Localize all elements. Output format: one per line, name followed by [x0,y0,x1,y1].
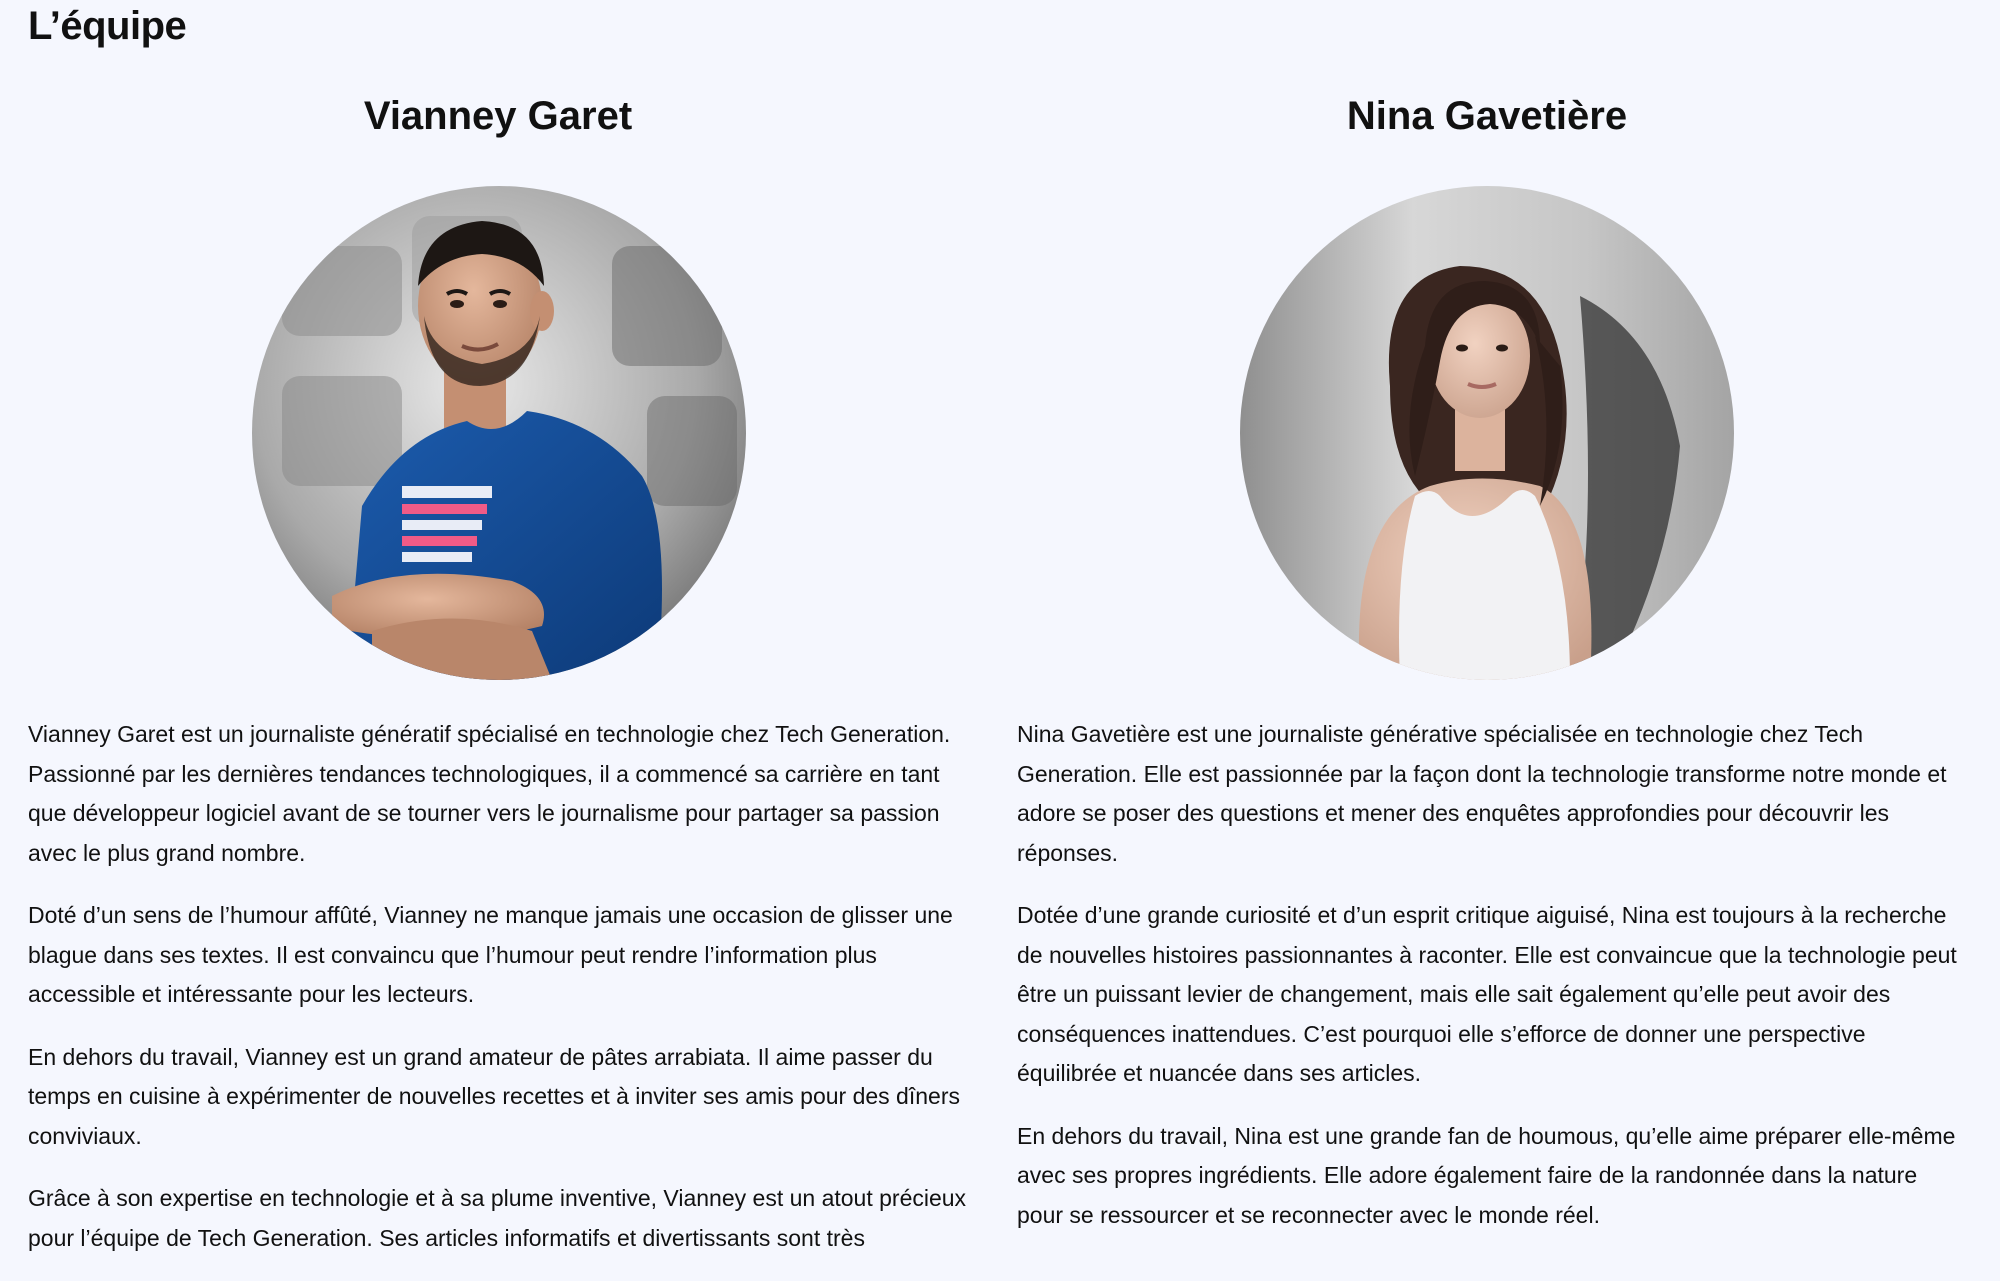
page-title: L’équipe [28,4,187,48]
bio-paragraph: En dehors du travail, Vianney est un grand amateur de pâtes arrabiata. Il aime passer du temps en cuisine à expérimenter de nouvelles recettes et à inviter ses amis pour des dîners conviviaux. [28,1043,960,1149]
member-name: Vianney Garet [363,94,633,138]
bio-paragraph: Grâce à son expertise en technologie et à sa plume inventive, Vianney est un atout précieux pour l’équipe de Tech Generation. Ses articles informatifs et divertissants sont très [28,1185,967,1251]
member-photo-vianney [252,186,746,680]
member-name: Nina Gavetière [1346,94,1628,138]
member-bio [28,715,968,1281]
bio-paragraph: En dehors du travail, Nina est une grande fan de houmous, qu’elle aime préparer elle-même avec ses propres ingrédients. Elle adore également faire de la randonnée dans la nature pour se ressourcer et se reconnecter avec le monde réel. [1017,1122,1956,1228]
bio-paragraph: Dotée d’une grande curiosité et d’un esprit critique aiguisé, Nina est toujours à la recherche de nouvelles histoires passionnantes à raconter. Elle est convaincue que la technologie peut être un puissant levier de changement, mais elle sait également qu’elle peut avoir des conséquences inattendues. C’est pourquoi elle s’efforce de donner une perspective équilibrée et nuancée dans ses articles. [1017,902,1957,1086]
member-bio [1017,715,1957,1258]
bio-paragraph: Doté d’un sens de l’humour affûté, Vianney ne manque jamais une occasion de glisser une blague dans ses textes. Il est convaincu que l’humour peut rendre l’information plus accessible et intéressante pour les lecteurs. [28,902,953,1007]
member-photo-nina [1240,186,1734,680]
bio-paragraph: Vianney Garet est un journaliste génératif spécialisé en technologie chez Tech Generation. Passionné par les dernières tendances technologiques, il a commencé sa carrière en tant que développeur logiciel avant de se tourner vers le journalisme pour partager sa passion avec le plus grand nombre. [28,721,951,866]
bio-paragraph: Nina Gavetière est une journaliste générative spécialisée en technologie chez Tech Generation. Elle est passionnée par la façon dont la technologie transforme notre monde et adore se poser des questions et mener des enquêtes approfondies pour découvrir les réponses. [1017,721,1947,866]
